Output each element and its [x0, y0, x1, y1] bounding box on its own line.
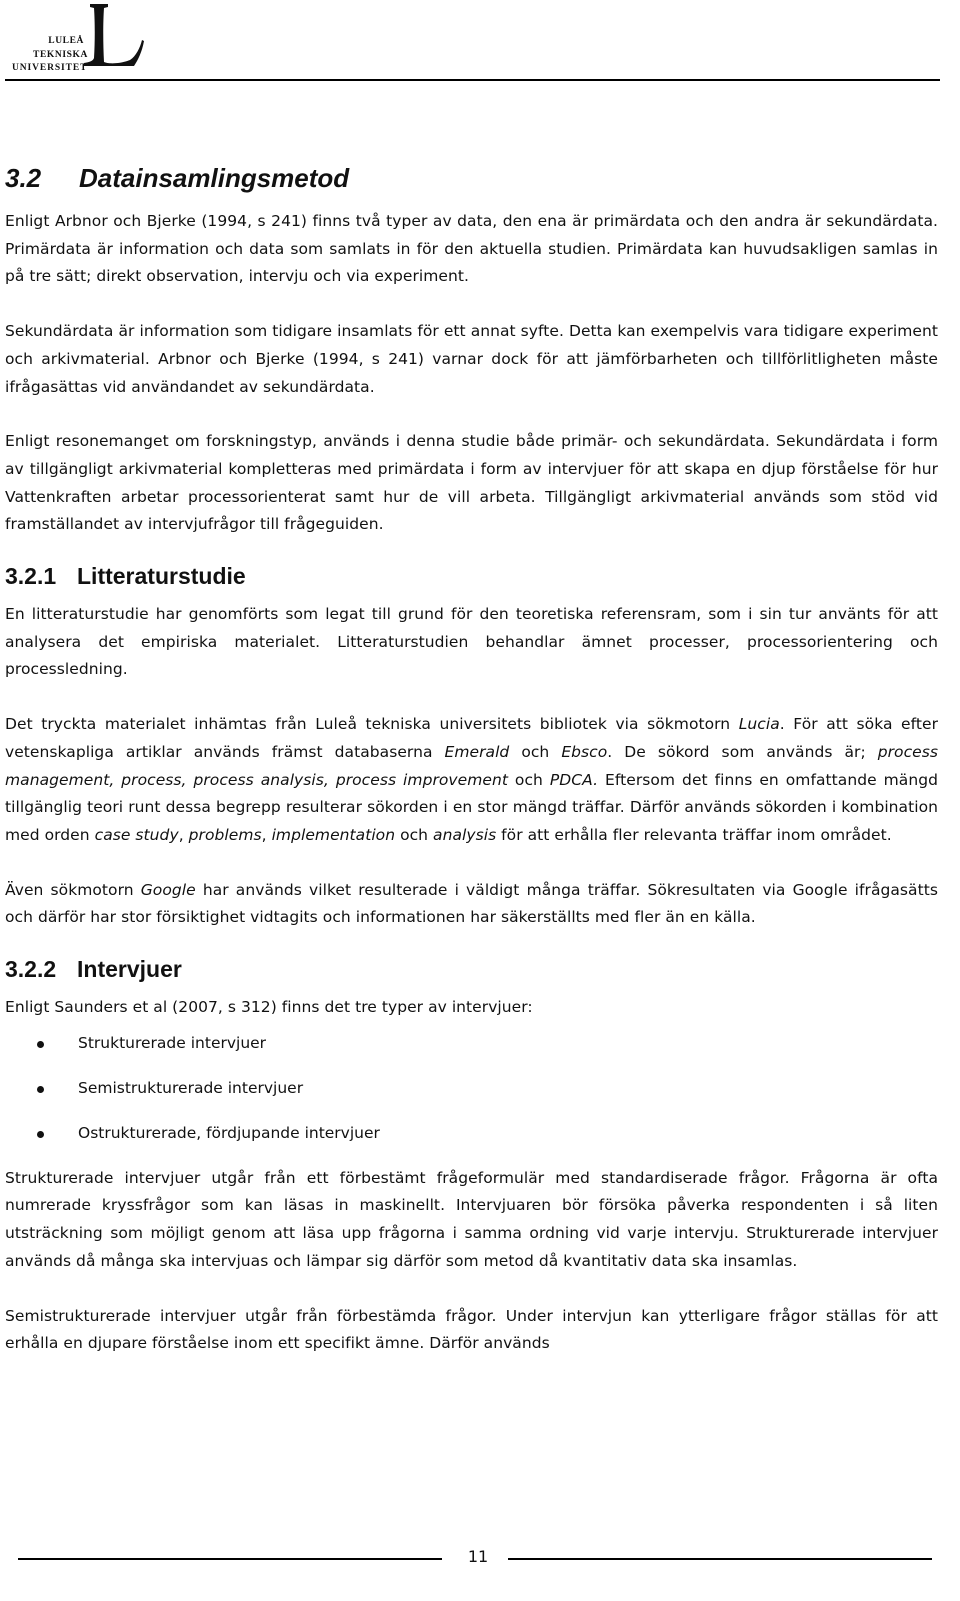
italic-term: PDCA.	[549, 770, 599, 789]
italic-term: process management, process, process analysis, process improvement	[5, 742, 938, 789]
section-title: Datainsamlingsmetod	[79, 163, 350, 193]
logo-line-1: LULEÅ	[48, 36, 84, 46]
text-run: för att erhålla fler relevanta träffar inom området.	[496, 825, 892, 844]
italic-term: implementation	[271, 825, 396, 844]
list-item	[5, 1075, 938, 1102]
list-item	[5, 1120, 938, 1147]
paragraph: Sekundärdata är information som tidigare insamlats för ett annat syfte. Detta kan exempelvis vara tidigare experiment och arkivmaterial. Arbnor och Bjerke (1994, s 241) varnar dock för att jämförbarheten och tillförlitligheten måste ifrågasättas vid användandet av sekundärdata.	[5, 322, 938, 396]
italic-term: Emerald	[444, 742, 510, 761]
page-number: 11	[467, 1547, 489, 1566]
italic-term: analysis	[433, 825, 497, 844]
italic-term: Google	[140, 880, 196, 899]
logo-line-3: UNIVERSITET	[12, 63, 88, 73]
list-item	[5, 1030, 938, 1057]
text-run: har används vilket resulterade i väldigt många träffar. Sökresultaten via Google ifrågasätts och därför har stor försiktighet vidtagits och informationen har säkerställts med fler än en källa.	[5, 880, 938, 927]
italic-term: Lucia	[738, 715, 780, 734]
subsection-title: Litteraturstudie	[77, 563, 246, 590]
italic-term: case study	[94, 825, 179, 844]
text-run: och	[395, 825, 434, 844]
italic-term: Ebsco	[561, 742, 608, 761]
text-run: . De sökord som används är;	[607, 742, 878, 761]
bullet-list	[5, 1030, 938, 1147]
paragraph	[5, 877, 938, 932]
subsection-heading	[5, 952, 938, 986]
paragraph: Semistrukturerade intervjuer utgår från förbestämda frågor. Under intervjun kan ytterligare frågor ställas för att erhålla en djupare förståelse inom ett specifikt ämne. Därför används	[5, 1306, 938, 1353]
logo-letter-mark	[84, 4, 144, 66]
list-item-text: Strukturerade intervjuer	[78, 1033, 267, 1052]
footer-rule	[18, 1558, 442, 1560]
bullet-icon	[37, 1041, 44, 1048]
paragraph: En litteraturstudie har genomförts som legat till grund för den teoretiska referensram, som i sin tur använts för att analysera det empiriska materialet. Litteraturstudien behandlar ämnet processer, processorientering och processledning.	[5, 605, 938, 679]
section-heading	[5, 158, 938, 198]
text-run: Eftersom det finns en omfattande mängd tillgänglig teori runt dessa begrepp resulterar sökorden i en stor mängd träffar. Därför används sökorden i kombination med orden	[5, 770, 938, 844]
text-run: ,	[261, 825, 272, 844]
bullet-icon	[37, 1131, 44, 1138]
logo-line-2: TEKNISKA	[33, 50, 88, 60]
paragraph: Enligt Saunders et al (2007, s 312) finns det tre typer av intervjuer:	[5, 998, 533, 1017]
subsection-number: 3.2.1	[5, 563, 57, 590]
text-run: . För att söka efter vetenskapliga artiklar används främst databaserna	[5, 715, 938, 761]
subsection-title: Intervjuer	[77, 956, 182, 983]
text-run: och	[509, 742, 562, 761]
paragraph: Strukturerade intervjuer utgår från ett förbestämt frågeformulär med standardiserade frågor. Frågorna är ofta numrerade kryssfrågor som kan läsas in maskinellt. Intervjuaren bör försöka påverka respondenten i så liten utsträckning som möjligt genom att läsa upp frågorna i samma ordning vid varje intervju. Strukturerade intervjuer används då många ska intervjuas och lämpar sig därför som metod då kvantitativ data ska insamlas.	[5, 1168, 938, 1270]
text-run: Även sökmotorn	[5, 880, 141, 899]
paragraph	[5, 711, 938, 850]
text-run: ,	[178, 825, 189, 844]
document-body	[5, 158, 938, 1358]
paragraph: Enligt Arbnor och Bjerke (1994, s 241) finns två typer av data, den ena är primärdata och den andra är sekundärdata. Primärdata är information och data som samlats in för den aktuella studien. Primärdata kan huvudsakligen samlas in på tre sätt; direkt observation, intervju och via experiment.	[5, 212, 938, 286]
paragraph: Enligt resonemanget om forskningstyp, används i denna studie både primär- och sekundärdata. Sekundärdata i form av tillgängligt arkivmaterial kompletteras med primärdata i form av intervjuer för att skapa en djup förståelse för hur Vattenkraften arbetar processorienterat samt hur de vill arbeta. Tillgängligt arkivmaterial används som stöd vid framställandet av intervjufrågor till frågeguiden.	[5, 432, 938, 534]
italic-term: problems	[188, 825, 262, 844]
footer-rule	[508, 1558, 932, 1560]
list-item-text: Semistrukturerade intervjuer	[78, 1078, 304, 1097]
text-run: Det tryckta materialet inhämtas från Luleå tekniska universitets bibliotek via sökmotorn	[5, 715, 739, 734]
section-number: 3.2	[5, 163, 42, 193]
text-run: och	[507, 770, 550, 789]
subsection-heading	[5, 559, 938, 593]
list-item-text: Ostrukturerade, fördjupande intervjuer	[78, 1123, 380, 1142]
header-rule	[5, 79, 940, 81]
bullet-icon	[37, 1086, 44, 1093]
university-logo-icon	[8, 0, 148, 80]
subsection-number: 3.2.2	[5, 956, 57, 983]
